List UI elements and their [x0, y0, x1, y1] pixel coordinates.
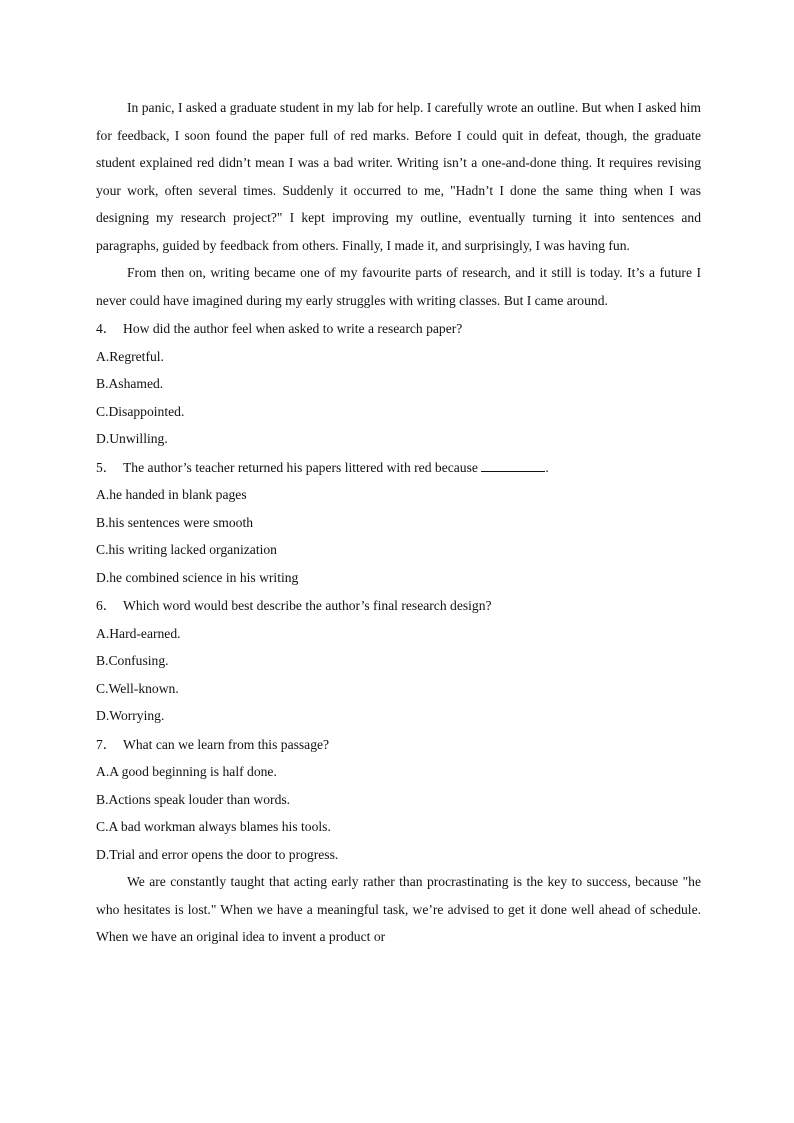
question-text: The author’s teacher returned his papers littered with red because	[123, 459, 478, 475]
question-number: 7．	[96, 736, 117, 752]
option-d: D.Trial and error opens the door to progress.	[96, 846, 339, 862]
document-page	[96, 94, 701, 951]
question-7	[96, 731, 701, 869]
question-number: 6．	[96, 598, 117, 613]
option-b: B.his sentences were smooth	[96, 514, 254, 530]
question-text: What can we learn from this passage?	[123, 736, 330, 752]
question-text: How did the author feel when asked to write a research paper?	[123, 321, 463, 336]
option-c: C.his writing lacked organization	[96, 542, 277, 557]
question-6	[96, 592, 701, 730]
option-c: C.Well-known.	[96, 680, 179, 696]
option-b: B.Ashamed.	[96, 376, 164, 391]
option-b: B.Actions speak louder than words.	[96, 791, 291, 807]
question-number: 4．	[96, 321, 117, 336]
option-a: A.A good beginning is half done.	[96, 764, 277, 779]
option-b: B.Confusing.	[96, 653, 169, 668]
passage-paragraph: From then on, writing became one of my favourite parts of research, and it still is today. It’s a future I never could have imagined during my early struggles with writing classes. But I came around.	[96, 265, 701, 308]
question-number: 5．	[96, 459, 117, 475]
option-d: D.Worrying.	[96, 708, 165, 723]
question-text: Which word would best describe the author’s final research design?	[123, 598, 492, 613]
passage-paragraph: In panic, I asked a graduate student in my lab for help. I carefully wrote an outline. But when I asked him for feedback, I soon found the paper full of red marks. Before I could quit in defeat, though, the graduate student explained red didn’t mean I was a bad writer. Writing isn’t a one-and-done thing. It requires revising your work, often several times. Suddenly it occurred to me, "Hadn’t I done the same thing when I was designing my research project?" I kept improving my outline, eventually turning it into sentences and paragraphs, guided by feedback from others. Finally, I made it, and surprisingly, I was having fun.	[96, 100, 701, 253]
question-4	[96, 315, 701, 453]
option-a: A.Regretful.	[96, 348, 164, 364]
option-c: C.A bad workman always blames his tools.	[96, 819, 331, 834]
answer-blank	[481, 459, 545, 472]
option-c: C.Disappointed.	[96, 403, 185, 419]
option-a: A.Hard-earned.	[96, 625, 181, 641]
question-5	[96, 454, 701, 592]
passage-paragraph: We are constantly taught that acting early rather than procrastinating is the key to success, because "he who hesitates is lost." When we have a meaningful task, we’re advised to get it done well ahead of schedule. When we have an original idea to invent a product or	[96, 874, 701, 944]
option-d: D.he combined science in his writing	[96, 569, 299, 585]
question-text-end: .	[545, 459, 549, 475]
option-d: D.Unwilling.	[96, 431, 168, 446]
option-a: A.he handed in blank pages	[96, 487, 247, 502]
